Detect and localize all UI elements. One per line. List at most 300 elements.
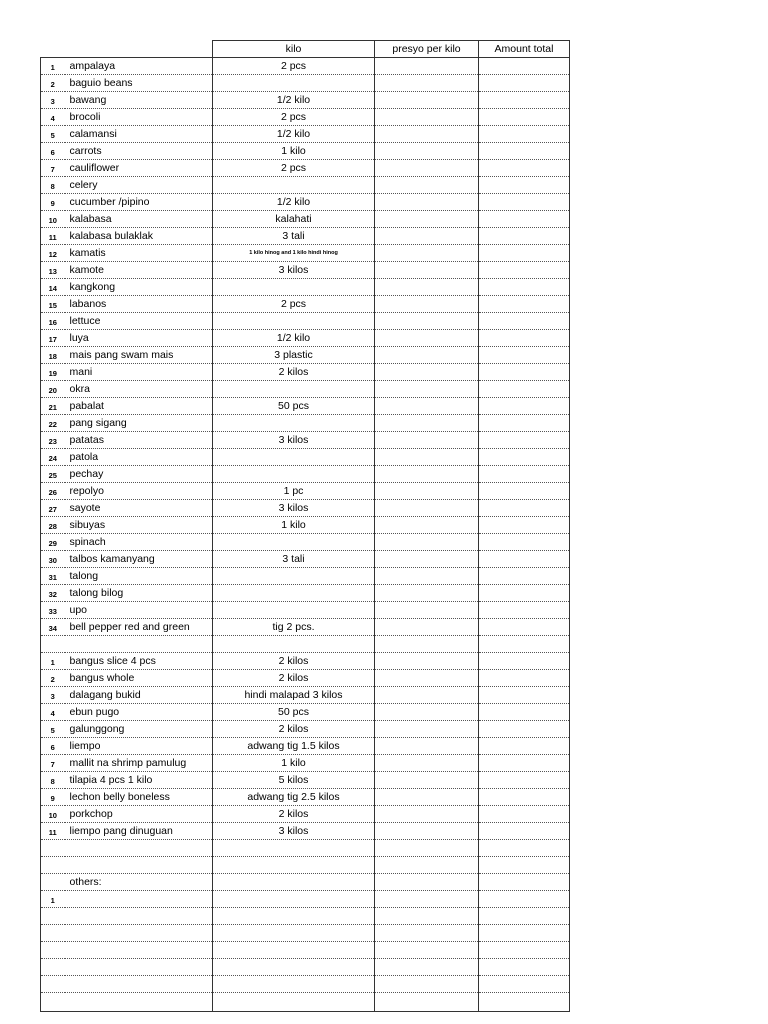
kilo-quantity	[213, 466, 375, 483]
price-cell	[375, 364, 479, 381]
row-number: 2	[41, 75, 65, 92]
total-cell	[479, 160, 570, 177]
kilo-quantity: 5 kilos	[213, 772, 375, 789]
table-row	[41, 721, 570, 738]
kilo-quantity	[213, 636, 375, 653]
kilo-quantity	[213, 857, 375, 874]
table-row	[41, 415, 570, 432]
row-number: 29	[41, 534, 65, 551]
total-cell	[479, 721, 570, 738]
row-number: 28	[41, 517, 65, 534]
table-row	[41, 364, 570, 381]
price-cell	[375, 534, 479, 551]
row-number: 5	[41, 126, 65, 143]
blank-row	[41, 908, 570, 925]
row-number: 18	[41, 347, 65, 364]
item-name: kangkong	[65, 279, 213, 296]
price-cell	[375, 568, 479, 585]
item-name: upo	[65, 602, 213, 619]
price-cell	[375, 636, 479, 653]
table-row	[41, 194, 570, 211]
kilo-quantity: 2 kilos	[213, 721, 375, 738]
item-name: talong	[65, 568, 213, 585]
table-row	[41, 517, 570, 534]
price-cell	[375, 772, 479, 789]
row-number: 26	[41, 483, 65, 500]
item-name: dalagang bukid	[65, 687, 213, 704]
total-cell	[479, 925, 570, 942]
item-name: galunggong	[65, 721, 213, 738]
table-row	[41, 126, 570, 143]
row-number: 1	[41, 653, 65, 670]
row-number: 5	[41, 721, 65, 738]
table-row	[41, 772, 570, 789]
kilo-quantity: 2 kilos	[213, 364, 375, 381]
price-cell	[375, 211, 479, 228]
table-row	[41, 568, 570, 585]
price-cell	[375, 432, 479, 449]
item-name: talbos kamanyang	[65, 551, 213, 568]
kilo-quantity: 1/2 kilo	[213, 92, 375, 109]
item-name: labanos	[65, 296, 213, 313]
price-cell	[375, 75, 479, 92]
item-name: bangus whole	[65, 670, 213, 687]
item-name: spinach	[65, 534, 213, 551]
table-row	[41, 432, 570, 449]
kilo-quantity	[213, 534, 375, 551]
item-name: pang sigang	[65, 415, 213, 432]
kilo-quantity	[213, 976, 375, 993]
price-cell	[375, 398, 479, 415]
table-row	[41, 228, 570, 245]
item-name: kalabasa	[65, 211, 213, 228]
table-row	[41, 109, 570, 126]
kilo-quantity: 2 kilos	[213, 806, 375, 823]
row-number: 7	[41, 755, 65, 772]
total-cell	[479, 483, 570, 500]
price-cell	[375, 381, 479, 398]
total-cell	[479, 415, 570, 432]
others-item-row	[41, 891, 570, 908]
blank-row	[41, 636, 570, 653]
table-row	[41, 381, 570, 398]
price-cell	[375, 602, 479, 619]
header-total: Amount total	[479, 41, 570, 58]
table-row	[41, 211, 570, 228]
kilo-quantity	[213, 415, 375, 432]
table-row	[41, 585, 570, 602]
price-cell	[375, 194, 479, 211]
blank-row	[41, 959, 570, 976]
total-cell	[479, 381, 570, 398]
price-cell	[375, 262, 479, 279]
table-row	[41, 58, 570, 75]
price-cell	[375, 143, 479, 160]
row-number: 11	[41, 823, 65, 840]
total-cell	[479, 228, 570, 245]
price-cell	[375, 840, 479, 857]
row-number: 20	[41, 381, 65, 398]
row-number: 3	[41, 92, 65, 109]
row-number: 7	[41, 160, 65, 177]
item-name	[65, 908, 213, 925]
kilo-quantity: 1 kilo	[213, 143, 375, 160]
row-number: 32	[41, 585, 65, 602]
price-cell	[375, 92, 479, 109]
total-cell	[479, 823, 570, 840]
row-number: 34	[41, 619, 65, 636]
row-number	[41, 636, 65, 653]
blank-row	[41, 925, 570, 942]
price-cell	[375, 177, 479, 194]
row-number: 8	[41, 772, 65, 789]
row-number	[41, 993, 65, 1012]
kilo-quantity: 1/2 kilo	[213, 194, 375, 211]
kilo-quantity	[213, 925, 375, 942]
total-cell	[479, 840, 570, 857]
item-name: tilapia 4 pcs 1 kilo	[65, 772, 213, 789]
others-label: others:	[65, 874, 213, 891]
item-name: lechon belly boneless	[65, 789, 213, 806]
price-cell	[375, 279, 479, 296]
row-number	[41, 976, 65, 993]
total-cell	[479, 534, 570, 551]
total-cell	[479, 704, 570, 721]
kilo-quantity: 2 kilos	[213, 653, 375, 670]
price-cell	[375, 228, 479, 245]
total-cell	[479, 211, 570, 228]
item-name: cucumber /pipino	[65, 194, 213, 211]
item-name: carrots	[65, 143, 213, 160]
item-name	[65, 636, 213, 653]
row-number: 1	[41, 58, 65, 75]
total-cell	[479, 500, 570, 517]
total-cell	[479, 432, 570, 449]
table-row	[41, 279, 570, 296]
price-cell	[375, 806, 479, 823]
price-cell	[375, 585, 479, 602]
total-cell	[479, 670, 570, 687]
total-cell	[479, 347, 570, 364]
kilo-quantity	[213, 891, 375, 908]
total-cell	[479, 245, 570, 262]
kilo-quantity: 2 pcs	[213, 160, 375, 177]
row-number: 10	[41, 211, 65, 228]
table-row	[41, 551, 570, 568]
item-name	[65, 942, 213, 959]
total-cell	[479, 143, 570, 160]
total-cell	[479, 653, 570, 670]
total-cell	[479, 619, 570, 636]
row-number: 11	[41, 228, 65, 245]
price-cell	[375, 160, 479, 177]
table-row	[41, 806, 570, 823]
item-name: porkchop	[65, 806, 213, 823]
price-cell	[375, 619, 479, 636]
kilo-quantity: adwang tig 1.5 kilos	[213, 738, 375, 755]
item-name: kamatis	[65, 245, 213, 262]
total-cell	[479, 92, 570, 109]
item-name: patola	[65, 449, 213, 466]
price-cell	[375, 330, 479, 347]
total-cell	[479, 296, 570, 313]
row-number: 24	[41, 449, 65, 466]
row-number: 2	[41, 670, 65, 687]
total-cell	[479, 857, 570, 874]
price-cell	[375, 789, 479, 806]
item-name: celery	[65, 177, 213, 194]
kilo-quantity: 3 tali	[213, 228, 375, 245]
table-row	[41, 449, 570, 466]
item-name: sayote	[65, 500, 213, 517]
table-row	[41, 755, 570, 772]
item-name	[65, 976, 213, 993]
row-number: 27	[41, 500, 65, 517]
kilo-quantity: 3 plastic	[213, 347, 375, 364]
total-cell	[479, 279, 570, 296]
row-number: 22	[41, 415, 65, 432]
row-number: 19	[41, 364, 65, 381]
item-name: mallit na shrimp pamulug	[65, 755, 213, 772]
item-name: bangus slice 4 pcs	[65, 653, 213, 670]
price-cell	[375, 721, 479, 738]
price-cell	[375, 58, 479, 75]
item-name: lettuce	[65, 313, 213, 330]
kilo-quantity: 3 kilos	[213, 262, 375, 279]
table-row	[41, 296, 570, 313]
kilo-quantity: 50 pcs	[213, 398, 375, 415]
kilo-quantity: 1 kilo	[213, 517, 375, 534]
row-number: 16	[41, 313, 65, 330]
price-cell	[375, 755, 479, 772]
row-number: 25	[41, 466, 65, 483]
kilo-quantity: 1 kilo	[213, 755, 375, 772]
table-row	[41, 738, 570, 755]
row-number: 21	[41, 398, 65, 415]
kilo-quantity	[213, 449, 375, 466]
total-cell	[479, 313, 570, 330]
blank-row	[41, 857, 570, 874]
price-cell	[375, 500, 479, 517]
total-cell	[479, 177, 570, 194]
header-blank	[41, 41, 213, 58]
price-cell	[375, 126, 479, 143]
price-cell	[375, 245, 479, 262]
item-name: brocoli	[65, 109, 213, 126]
kilo-quantity	[213, 279, 375, 296]
row-number: 9	[41, 194, 65, 211]
kilo-quantity	[213, 381, 375, 398]
item-name: luya	[65, 330, 213, 347]
table-row	[41, 160, 570, 177]
total-cell	[479, 466, 570, 483]
total-cell	[479, 398, 570, 415]
table-row	[41, 823, 570, 840]
kilo-quantity	[213, 942, 375, 959]
kilo-quantity: 1/2 kilo	[213, 330, 375, 347]
total-cell	[479, 585, 570, 602]
kilo-quantity	[213, 874, 375, 891]
kilo-quantity: 2 kilos	[213, 670, 375, 687]
table-row	[41, 602, 570, 619]
total-cell	[479, 687, 570, 704]
table-row	[41, 534, 570, 551]
row-number	[41, 840, 65, 857]
kilo-quantity: 1 pc	[213, 483, 375, 500]
price-cell	[375, 942, 479, 959]
price-cell	[375, 449, 479, 466]
table-row	[41, 483, 570, 500]
item-name: baguio beans	[65, 75, 213, 92]
kilo-quantity: hindi malapad 3 kilos	[213, 687, 375, 704]
item-name: okra	[65, 381, 213, 398]
kilo-quantity	[213, 602, 375, 619]
item-name: ebun pugo	[65, 704, 213, 721]
kilo-quantity: tig 2 pcs.	[213, 619, 375, 636]
table-row	[41, 75, 570, 92]
total-cell	[479, 738, 570, 755]
price-cell	[375, 313, 479, 330]
row-number: 6	[41, 738, 65, 755]
table-row	[41, 670, 570, 687]
price-cell	[375, 653, 479, 670]
kilo-quantity: 3 kilos	[213, 432, 375, 449]
price-cell	[375, 908, 479, 925]
total-cell	[479, 636, 570, 653]
total-cell	[479, 75, 570, 92]
total-cell	[479, 772, 570, 789]
total-cell	[479, 109, 570, 126]
row-number: 31	[41, 568, 65, 585]
row-number	[41, 942, 65, 959]
total-cell	[479, 891, 570, 908]
total-cell	[479, 789, 570, 806]
kilo-quantity: adwang tig 2.5 kilos	[213, 789, 375, 806]
table-row	[41, 500, 570, 517]
blank-row	[41, 942, 570, 959]
item-name: liempo	[65, 738, 213, 755]
price-cell	[375, 993, 479, 1012]
item-name: pechay	[65, 466, 213, 483]
row-number: 4	[41, 704, 65, 721]
price-cell	[375, 415, 479, 432]
table-row	[41, 330, 570, 347]
item-name: bawang	[65, 92, 213, 109]
item-name	[65, 857, 213, 874]
total-cell	[479, 330, 570, 347]
blank-row	[41, 976, 570, 993]
item-name: ampalaya	[65, 58, 213, 75]
total-cell	[479, 551, 570, 568]
blank-row	[41, 993, 570, 1012]
kilo-quantity	[213, 585, 375, 602]
total-cell	[479, 517, 570, 534]
price-cell	[375, 109, 479, 126]
kilo-quantity: 3 kilos	[213, 500, 375, 517]
price-cell	[375, 551, 479, 568]
item-name: patatas	[65, 432, 213, 449]
blank-row	[41, 840, 570, 857]
row-number	[41, 959, 65, 976]
others-row	[41, 874, 570, 891]
total-cell	[479, 806, 570, 823]
row-number: 17	[41, 330, 65, 347]
kilo-quantity	[213, 177, 375, 194]
item-name: liempo pang dinuguan	[65, 823, 213, 840]
row-number: 23	[41, 432, 65, 449]
total-cell	[479, 568, 570, 585]
kilo-quantity: 1 kilo hinog and 1 kilo hindi hinog	[213, 245, 375, 262]
table-row	[41, 398, 570, 415]
kilo-quantity: 2 pcs	[213, 58, 375, 75]
item-name: mani	[65, 364, 213, 381]
table-body	[41, 58, 570, 1012]
total-cell	[479, 449, 570, 466]
price-cell	[375, 976, 479, 993]
kilo-quantity: 2 pcs	[213, 109, 375, 126]
kilo-quantity: kalahati	[213, 211, 375, 228]
price-cell	[375, 874, 479, 891]
row-number	[41, 857, 65, 874]
item-name: kamote	[65, 262, 213, 279]
header-row	[41, 41, 570, 58]
total-cell	[479, 908, 570, 925]
row-number: 12	[41, 245, 65, 262]
row-number: 14	[41, 279, 65, 296]
item-name	[65, 925, 213, 942]
table-row	[41, 653, 570, 670]
row-number: 8	[41, 177, 65, 194]
item-name	[65, 840, 213, 857]
total-cell	[479, 976, 570, 993]
total-cell	[479, 959, 570, 976]
kilo-quantity: 1/2 kilo	[213, 126, 375, 143]
row-number: 6	[41, 143, 65, 160]
item-name	[65, 891, 213, 908]
table-row	[41, 347, 570, 364]
header-kilo: kilo	[213, 41, 375, 58]
price-cell	[375, 466, 479, 483]
price-cell	[375, 959, 479, 976]
total-cell	[479, 874, 570, 891]
price-cell	[375, 823, 479, 840]
item-name: repolyo	[65, 483, 213, 500]
row-number: 9	[41, 789, 65, 806]
price-cell	[375, 670, 479, 687]
row-number: 30	[41, 551, 65, 568]
total-cell	[479, 993, 570, 1012]
total-cell	[479, 755, 570, 772]
price-cell	[375, 296, 479, 313]
price-cell	[375, 704, 479, 721]
table-row	[41, 704, 570, 721]
item-name	[65, 993, 213, 1012]
kilo-quantity	[213, 313, 375, 330]
table-row	[41, 789, 570, 806]
table-row	[41, 245, 570, 262]
table-row	[41, 313, 570, 330]
item-name: sibuyas	[65, 517, 213, 534]
row-number: 3	[41, 687, 65, 704]
table-row	[41, 619, 570, 636]
item-name: cauliflower	[65, 160, 213, 177]
kilo-quantity: 50 pcs	[213, 704, 375, 721]
total-cell	[479, 194, 570, 211]
item-name	[65, 959, 213, 976]
total-cell	[479, 262, 570, 279]
row-number: 1	[41, 891, 65, 908]
kilo-quantity	[213, 908, 375, 925]
